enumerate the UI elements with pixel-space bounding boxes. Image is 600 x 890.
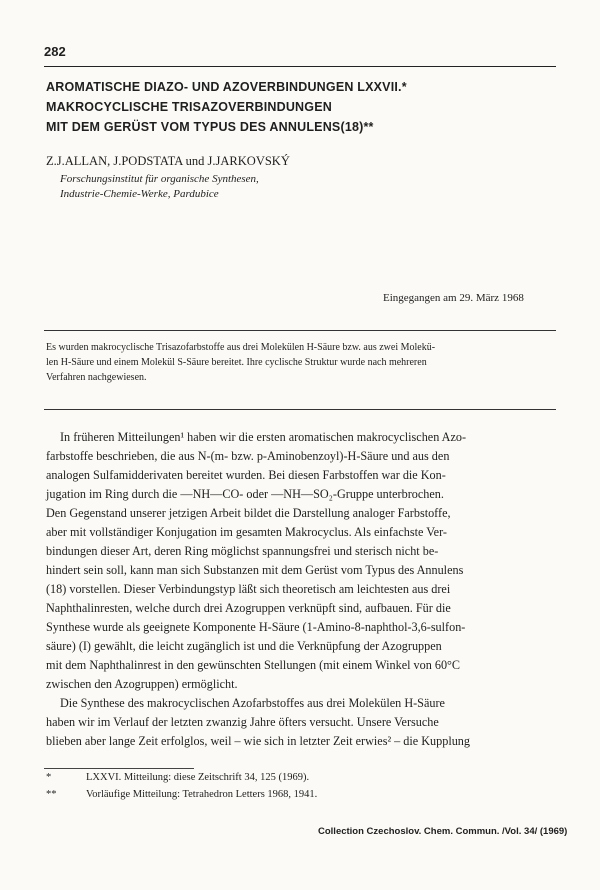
abstract-line-2: len H-Säure und einem Molekül S-Säure bereitet. Ihre cyclische Struktur wurde nach mehreren xyxy=(46,357,427,368)
affiliation-line-2: Industrie-Chemie-Werke, Pardubice xyxy=(60,188,219,200)
received-date: Eingegangen am 29. März 1968 xyxy=(383,292,524,304)
body-line-3: analogen Sulfamidderivaten bereitet wurden. Bei diesen Farbstoffen war die Kon- xyxy=(46,468,446,482)
abstract-line-3: Verfahren nachgewiesen. xyxy=(46,372,147,383)
body-line-10: Naphthalinresten, welche durch drei Azogruppen verknüpft sind, aufbauen. Für die xyxy=(46,601,451,615)
body-line-7: bindungen dieser Art, deren Ring möglichst spannungsfrei und sterisch nicht be- xyxy=(46,544,439,558)
body-line-1: In früheren Mitteilungen¹ haben wir die ersten aromatischen makrocyclischen Azo- xyxy=(60,430,467,444)
journal-citation: Collection Czechoslov. Chem. Commun. /Vol. 34/ (1969) xyxy=(318,826,568,837)
body-line-2: farbstoffe beschrieben, die aus N-(m- bzw. p-Aminobenzoyl)-H-Säure und aus den xyxy=(46,449,450,463)
abstract-rule-top xyxy=(44,330,556,331)
footnote-2: Vorläufige Mitteilung: Tetrahedron Letters 1968, 1941. xyxy=(86,789,318,800)
abstract-line-1: Es wurden makrocyclische Trisazofarbstoffe aus drei Molekülen H-Säure bzw. aus zwei Molekü- xyxy=(46,342,436,353)
body-line-6: aber mit vollständiger Konjugation im gesamten Makrocyclus. Als einfachste Ver- xyxy=(46,525,447,539)
body-line-15: Die Synthese des makrocyclischen Azofarbstoffes aus drei Molekülen H-Säure xyxy=(60,696,445,710)
body-line-5: Den Gegenstand unserer jetzigen Arbeit bildet die Darstellung analoger Farbstoffe, xyxy=(46,506,451,520)
body-line-17: blieben aber lange Zeit erfolglos, weil – wie sich in letzter Zeit erwies² – die Kupplung xyxy=(46,734,470,748)
affiliation-line-1: Forschungsinstitut für organische Synthesen, xyxy=(60,173,259,185)
body-line-8: hindert sein soll, kann man sich Substanzen mit dem Gerüst vom Typus des Annulens xyxy=(46,563,464,577)
page-number: 282 xyxy=(44,44,66,59)
title-line-1: AROMATISCHE DIAZO- UND AZOVERBINDUNGEN LXXVII.* xyxy=(46,80,407,94)
header-rule xyxy=(44,66,556,67)
footnote-mark-2: ** xyxy=(46,789,57,800)
body-line-11: Synthese wurde als geeignete Komponente H-Säure (1-Amino-8-naphthol-3,6-sulfon- xyxy=(46,620,466,634)
body-line-13: mit dem Naphthalinrest in den gewünschten Stellungen (mit einem Winkel von 60°C xyxy=(46,658,461,672)
title-line-2: MAKROCYCLISCHE TRISAZOVERBINDUNGEN xyxy=(46,100,332,114)
footnote-1: LXXVI. Mitteilung: diese Zeitschrift 34, 125 (1969). xyxy=(86,772,310,783)
body-line-9: (18) vorstellen. Dieser Verbindungstyp läßt sich theoretisch am leichtesten aus drei xyxy=(46,582,451,596)
body-line-12: säure) (I) gewählt, die leicht zugänglich ist und die Verknüpfung der Azogruppen xyxy=(46,639,442,653)
authors: Z.J.ALLAN, J.PODSTATA und J.JARKOVSKÝ xyxy=(46,154,290,168)
footnote-rule xyxy=(44,768,194,769)
body-line-16: haben wir im Verlauf der letzten zwanzig Jahre öfters versucht. Unsere Versuche xyxy=(46,715,439,729)
abstract-rule-bottom xyxy=(44,409,556,410)
body-line-4: jugation im Ring durch die —NH—CO- oder —NH—SO₂-Gruppe unterbrochen. xyxy=(46,487,444,501)
footnote-mark-1: * xyxy=(46,772,52,783)
title-line-3: MIT DEM GERÜST VOM TYPUS DES ANNULENS(18)** xyxy=(46,120,374,134)
body-line-14: zwischen den Azogruppen) ermöglicht. xyxy=(46,677,238,691)
